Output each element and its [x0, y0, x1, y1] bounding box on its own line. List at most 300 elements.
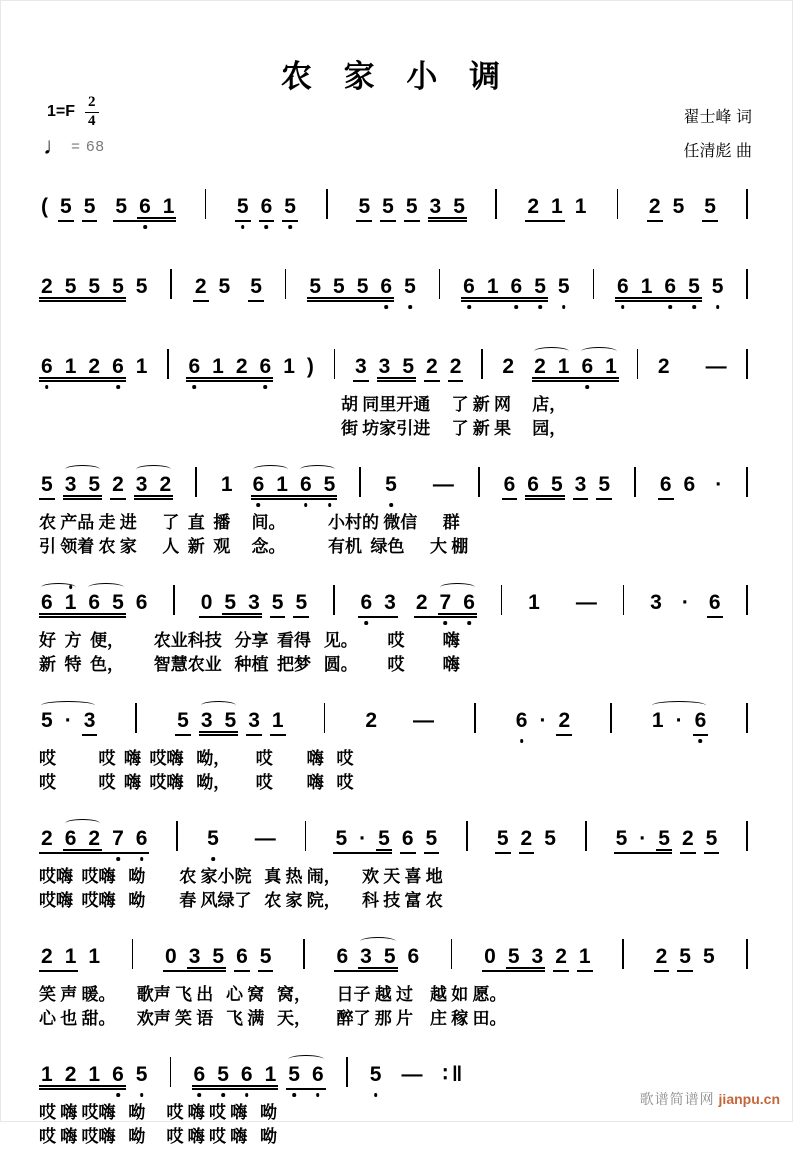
note: 5 — [112, 275, 124, 298]
measure — [307, 276, 417, 298]
note: 1 — [162, 195, 175, 218]
tempo-marking — [43, 135, 105, 159]
barline — [466, 821, 468, 851]
note: 2 — [88, 827, 101, 850]
measure — [514, 710, 572, 732]
note: 5 — [284, 195, 296, 218]
note: 5 — [224, 591, 237, 614]
quarter-note-icon: ♩ — [43, 133, 67, 160]
note: 6 — [41, 591, 53, 614]
barline — [746, 349, 748, 379]
lyric-line: 笑 声 暖。 歌声 飞 出 心 窝 窝， 日子 越 过 越 如 愿。 — [39, 985, 507, 1004]
note: 0 — [200, 591, 213, 614]
measure — [482, 946, 592, 968]
credits — [684, 101, 752, 169]
note: 5 — [679, 945, 691, 968]
note: 6 — [112, 355, 124, 378]
note: 6 — [659, 473, 672, 496]
measure — [333, 828, 439, 850]
system-verse-line-3 — [39, 563, 748, 677]
note: 5 — [711, 275, 724, 298]
note: 6 — [664, 275, 677, 298]
system-chorus-line-1 — [39, 681, 748, 795]
measure — [650, 710, 708, 732]
note: 5 — [335, 827, 348, 850]
lyric-line: 好 方 便， 农业科技 分享 看得 见。 哎 嗨 — [39, 631, 460, 650]
system-intro-line-2 — [39, 247, 748, 313]
time-signature — [85, 95, 99, 130]
note: 5 — [356, 275, 369, 298]
note: 5 — [550, 473, 563, 496]
note: — — [413, 709, 434, 732]
note: 2 — [648, 195, 661, 218]
note: 5 — [64, 275, 77, 298]
note: 5 — [271, 591, 284, 614]
barline — [135, 703, 137, 733]
barline — [195, 467, 197, 497]
note: ∶ — [442, 1063, 448, 1086]
lyric-line: 心 也 甜。 欢声 笑 语 飞 满 天， 醉了 那 片 庄 稼 田。 — [39, 1009, 507, 1028]
note: 6 — [694, 709, 707, 732]
note: 2 — [655, 945, 668, 968]
note: 1 — [605, 355, 617, 378]
barline — [746, 821, 748, 851]
note: 3 — [531, 945, 544, 968]
note: 5 — [115, 195, 128, 218]
notes-row — [39, 247, 748, 313]
note: 3 — [248, 591, 260, 614]
barline — [285, 269, 287, 299]
lyric-line: 哎 哎 嗨 哎嗨 呦， 哎 嗨 哎 — [39, 773, 354, 792]
note: 7 — [439, 591, 452, 614]
note: — — [432, 473, 454, 496]
note: 2 — [449, 355, 462, 378]
system-verse-line-2 — [39, 445, 748, 559]
measure — [192, 1064, 326, 1086]
note: 5 — [135, 1063, 148, 1086]
note: 3 — [200, 709, 213, 732]
note: 3 — [429, 195, 442, 218]
measure — [163, 946, 273, 968]
note: 3 — [384, 591, 396, 614]
time-signature-top: 2 — [85, 95, 99, 113]
barline — [167, 349, 169, 379]
note: 6 — [240, 1063, 253, 1086]
note: 1 — [212, 355, 224, 378]
note: 6 — [515, 709, 528, 732]
barline — [305, 821, 307, 851]
watermark-site-name: 歌谱简谱网 — [639, 1091, 715, 1107]
lyric-line: 街 坊家引进 了 新 果 园， — [341, 419, 567, 438]
lyric-line: 哎 嗨 哎嗨 呦 哎 嗨 哎 嗨 呦 — [39, 1103, 277, 1122]
note: 2 — [527, 195, 540, 218]
note: 1 — [64, 355, 77, 378]
measure — [658, 474, 724, 496]
note: 6 — [252, 473, 265, 496]
note: 5 — [88, 473, 101, 496]
measure — [648, 592, 722, 614]
tempo-value: = 68 — [71, 138, 105, 155]
barline — [481, 349, 483, 379]
measure — [461, 276, 571, 298]
note: 5 — [333, 275, 345, 298]
barline — [746, 703, 748, 733]
note: 3 — [650, 591, 662, 614]
note: 1 — [640, 275, 653, 298]
note: 6 — [708, 591, 721, 614]
barline — [495, 189, 497, 219]
barline — [334, 349, 336, 379]
barline — [610, 703, 612, 733]
note: 5 — [212, 945, 225, 968]
note: 2 — [64, 1063, 77, 1086]
note: 5 — [207, 827, 219, 850]
note: 2 — [681, 827, 694, 850]
note: 5 — [41, 473, 53, 496]
note: 1 — [88, 1063, 101, 1086]
barline — [439, 269, 441, 299]
notes-row — [39, 327, 748, 393]
note: 2 — [41, 945, 53, 968]
watermark-site-url[interactable]: jianpu.cn — [718, 1091, 780, 1107]
measure — [614, 828, 720, 850]
note: 5 — [295, 591, 308, 614]
note: 2 — [415, 591, 428, 614]
note: 2 — [112, 473, 124, 496]
note: · — [681, 591, 689, 614]
notes-row — [39, 917, 748, 983]
measure — [39, 356, 149, 378]
barline — [501, 585, 503, 615]
note: 1 — [88, 945, 101, 968]
note: 2 — [520, 827, 533, 850]
measure — [647, 196, 718, 218]
note: 5 — [112, 591, 124, 614]
measure — [495, 828, 558, 850]
note: 5 — [218, 275, 231, 298]
note: ) — [306, 355, 314, 378]
barline — [478, 467, 480, 497]
note: 5 — [358, 195, 371, 218]
note: 1 — [551, 195, 563, 218]
composer-credit: 任清彪 曲 — [683, 143, 752, 160]
key-text: 1=F — [47, 103, 76, 121]
note: — — [401, 1063, 423, 1086]
note: 5 — [177, 709, 189, 732]
note: 6 — [299, 473, 312, 496]
measure — [186, 356, 315, 378]
note: 6 — [236, 945, 248, 968]
note: 1 — [64, 945, 77, 968]
measure — [525, 196, 588, 218]
system-verse-line-1 — [39, 327, 748, 441]
lyric-line: 农 产品 走 进 了 直 播 间。 小村的 微信 群 — [39, 513, 460, 532]
note: 5 — [60, 195, 72, 218]
note: 1 — [574, 195, 587, 218]
lyric-line: 哎嗨 哎嗨 呦 春 风绿了 农 家 院， 科 技 富 农 — [39, 891, 443, 910]
note: 6 — [259, 355, 272, 378]
barline — [346, 1057, 348, 1087]
note: 3 — [354, 355, 367, 378]
measure — [39, 196, 176, 218]
note: 6 — [407, 945, 420, 968]
note: 6 — [401, 827, 414, 850]
note: 3 — [64, 473, 77, 496]
system-chorus-line-3 — [39, 917, 748, 1031]
measure — [383, 474, 456, 496]
note: 6 — [188, 355, 201, 378]
song-title: 农 家 小 调 — [280, 59, 513, 94]
note: 6 — [135, 591, 148, 614]
lyric-line: 胡 同里开通 了 新 网 店， — [341, 395, 567, 414]
note: 6 — [336, 945, 349, 968]
measure — [615, 276, 725, 298]
barline — [593, 269, 595, 299]
note: 0 — [165, 945, 177, 968]
note: 2 — [88, 355, 101, 378]
barline — [132, 939, 134, 969]
note: 3 — [83, 709, 96, 732]
note: 5 — [88, 275, 101, 298]
note: 5 — [404, 275, 416, 298]
measure — [193, 276, 264, 298]
note: 5 — [288, 1063, 300, 1086]
note: 2 — [426, 355, 438, 378]
note: 6 — [135, 827, 148, 850]
note: 6 — [463, 275, 475, 298]
system-chorus-line-2 — [39, 799, 748, 913]
note: · — [715, 473, 723, 496]
note: 6 — [139, 195, 151, 218]
note: 3 — [135, 473, 148, 496]
barline — [617, 189, 619, 219]
measure — [205, 828, 278, 850]
note: 6 — [112, 1063, 124, 1086]
note: 5 — [658, 827, 670, 850]
note: 6 — [193, 1063, 206, 1086]
note: 5 — [405, 195, 418, 218]
note: · — [359, 827, 367, 850]
note: 5 — [259, 945, 272, 968]
note: 3 — [188, 945, 201, 968]
barline — [585, 821, 587, 851]
barline — [205, 189, 207, 219]
time-signature-bottom: 4 — [88, 112, 96, 129]
note: 3 — [574, 473, 587, 496]
note: 5 — [672, 195, 685, 218]
barline — [303, 939, 305, 969]
note: 5 — [507, 945, 520, 968]
barline — [634, 467, 636, 497]
note: 5 — [496, 827, 509, 850]
barline — [474, 703, 476, 733]
note: 5 — [41, 709, 53, 732]
note: — — [254, 827, 276, 850]
note: 5 — [702, 945, 715, 968]
note: 5 — [557, 275, 570, 298]
note: — — [705, 355, 727, 378]
note: 1 — [486, 275, 499, 298]
watermark — [640, 1089, 780, 1109]
note: 6 — [311, 1063, 324, 1086]
note: ( — [41, 195, 48, 218]
barline — [326, 189, 328, 219]
note: ‖ — [451, 1063, 463, 1086]
barline — [170, 269, 172, 299]
notes-row — [39, 681, 748, 747]
note: 5 — [378, 827, 390, 850]
note: 3 — [360, 945, 372, 968]
note: 2 — [41, 827, 53, 850]
barline — [746, 467, 748, 497]
note: 1 — [271, 709, 284, 732]
measure — [334, 946, 421, 968]
note: 1 — [135, 355, 148, 378]
note: 1 — [528, 591, 540, 614]
note: 1 — [651, 709, 664, 732]
measure — [363, 710, 436, 732]
note: 5 — [453, 195, 465, 218]
note: 6 — [88, 591, 101, 614]
note: — — [575, 591, 597, 614]
note: 6 — [503, 473, 516, 496]
measure — [358, 592, 476, 614]
barline — [746, 939, 748, 969]
barline — [623, 585, 625, 615]
note: 5 — [250, 275, 262, 298]
measure — [356, 196, 466, 218]
note: 5 — [383, 945, 396, 968]
note: 1 — [276, 473, 288, 496]
note: · — [675, 709, 683, 732]
measure — [526, 592, 599, 614]
lyric-line: 哎 嗨 哎嗨 呦 哎 嗨 哎 嗨 呦 — [39, 1127, 277, 1146]
note: 5 — [83, 195, 96, 218]
barline — [746, 189, 748, 219]
measure — [39, 1064, 149, 1086]
measure — [502, 474, 612, 496]
note: 1 — [264, 1063, 277, 1086]
note: 3 — [378, 355, 391, 378]
measure — [368, 1064, 465, 1086]
barline — [622, 939, 624, 969]
lyric-line: 哎 哎 嗨 哎嗨 呦， 哎 嗨 哎 — [39, 749, 354, 768]
note: 1 — [557, 355, 570, 378]
note: 1 — [64, 591, 77, 614]
note: 7 — [112, 827, 124, 850]
key-signature — [47, 95, 99, 130]
barline — [324, 703, 326, 733]
measure — [39, 946, 102, 968]
barline — [746, 585, 748, 615]
measure — [39, 592, 149, 614]
measure — [39, 710, 97, 732]
note: 2 — [365, 709, 377, 732]
measure — [353, 356, 463, 378]
note: 5 — [309, 275, 321, 298]
note: 6 — [380, 275, 393, 298]
barline — [333, 585, 335, 615]
note: · — [639, 827, 647, 850]
note: 5 — [598, 473, 611, 496]
lyric-line: 引 领着 农 家 人 新 观 念。 有机 绿色 大 棚 — [39, 537, 469, 556]
barline — [451, 939, 453, 969]
barline — [637, 349, 639, 379]
note: 5 — [615, 827, 628, 850]
note: 1 — [220, 473, 233, 496]
note: 5 — [382, 195, 394, 218]
barline — [359, 467, 361, 497]
note: 2 — [502, 355, 515, 378]
note: 1 — [578, 945, 591, 968]
note: · — [64, 709, 72, 732]
note: 6 — [617, 275, 629, 298]
measure — [656, 356, 729, 378]
note: 6 — [41, 355, 53, 378]
note: 5 — [323, 473, 336, 496]
note: 2 — [235, 355, 248, 378]
lyric-line: 哎嗨 哎嗨 呦 农 家小院 真 热 闹， 欢 天 喜 地 — [39, 867, 443, 886]
note: 6 — [581, 355, 594, 378]
note: 5 — [385, 473, 397, 496]
note: 2 — [558, 709, 571, 732]
note: 1 — [41, 1063, 53, 1086]
measure — [175, 710, 285, 732]
measure — [654, 946, 717, 968]
note: 6 — [683, 473, 696, 496]
note: 5 — [369, 1063, 382, 1086]
note: 2 — [159, 473, 172, 496]
lyric-line: 新 特 色， 智慧农业 种植 把梦 圆。 哎 嗨 — [39, 655, 460, 674]
note: 6 — [64, 827, 77, 850]
note: 5 — [224, 709, 237, 732]
measure — [500, 356, 618, 378]
lyricist-credit: 翟士峰 词 — [683, 109, 752, 126]
notes-row — [39, 167, 748, 233]
note: 5 — [688, 275, 700, 298]
notes-row — [39, 799, 748, 865]
measure — [39, 474, 173, 496]
note: · — [539, 709, 547, 732]
note: 5 — [544, 827, 556, 850]
note: 6 — [463, 591, 475, 614]
measure — [219, 474, 337, 496]
note: 6 — [510, 275, 523, 298]
note: 1 — [283, 355, 295, 378]
barline — [173, 585, 175, 615]
barline — [176, 821, 178, 851]
barline — [746, 269, 748, 299]
notes-row — [39, 563, 748, 629]
note: 2 — [534, 355, 546, 378]
note: 2 — [555, 945, 567, 968]
note: 6 — [260, 195, 273, 218]
note: 5 — [534, 275, 546, 298]
measure — [39, 276, 149, 298]
note: 6 — [527, 473, 539, 496]
note: 5 — [704, 195, 716, 218]
note: 2 — [657, 355, 670, 378]
measure — [235, 196, 298, 218]
note: 6 — [360, 591, 373, 614]
note: 5 — [135, 275, 148, 298]
measure — [199, 592, 309, 614]
note: 3 — [248, 709, 260, 732]
note: 0 — [484, 945, 496, 968]
note: 5 — [705, 827, 718, 850]
note: 5 — [402, 355, 414, 378]
notation-area — [39, 167, 748, 1153]
